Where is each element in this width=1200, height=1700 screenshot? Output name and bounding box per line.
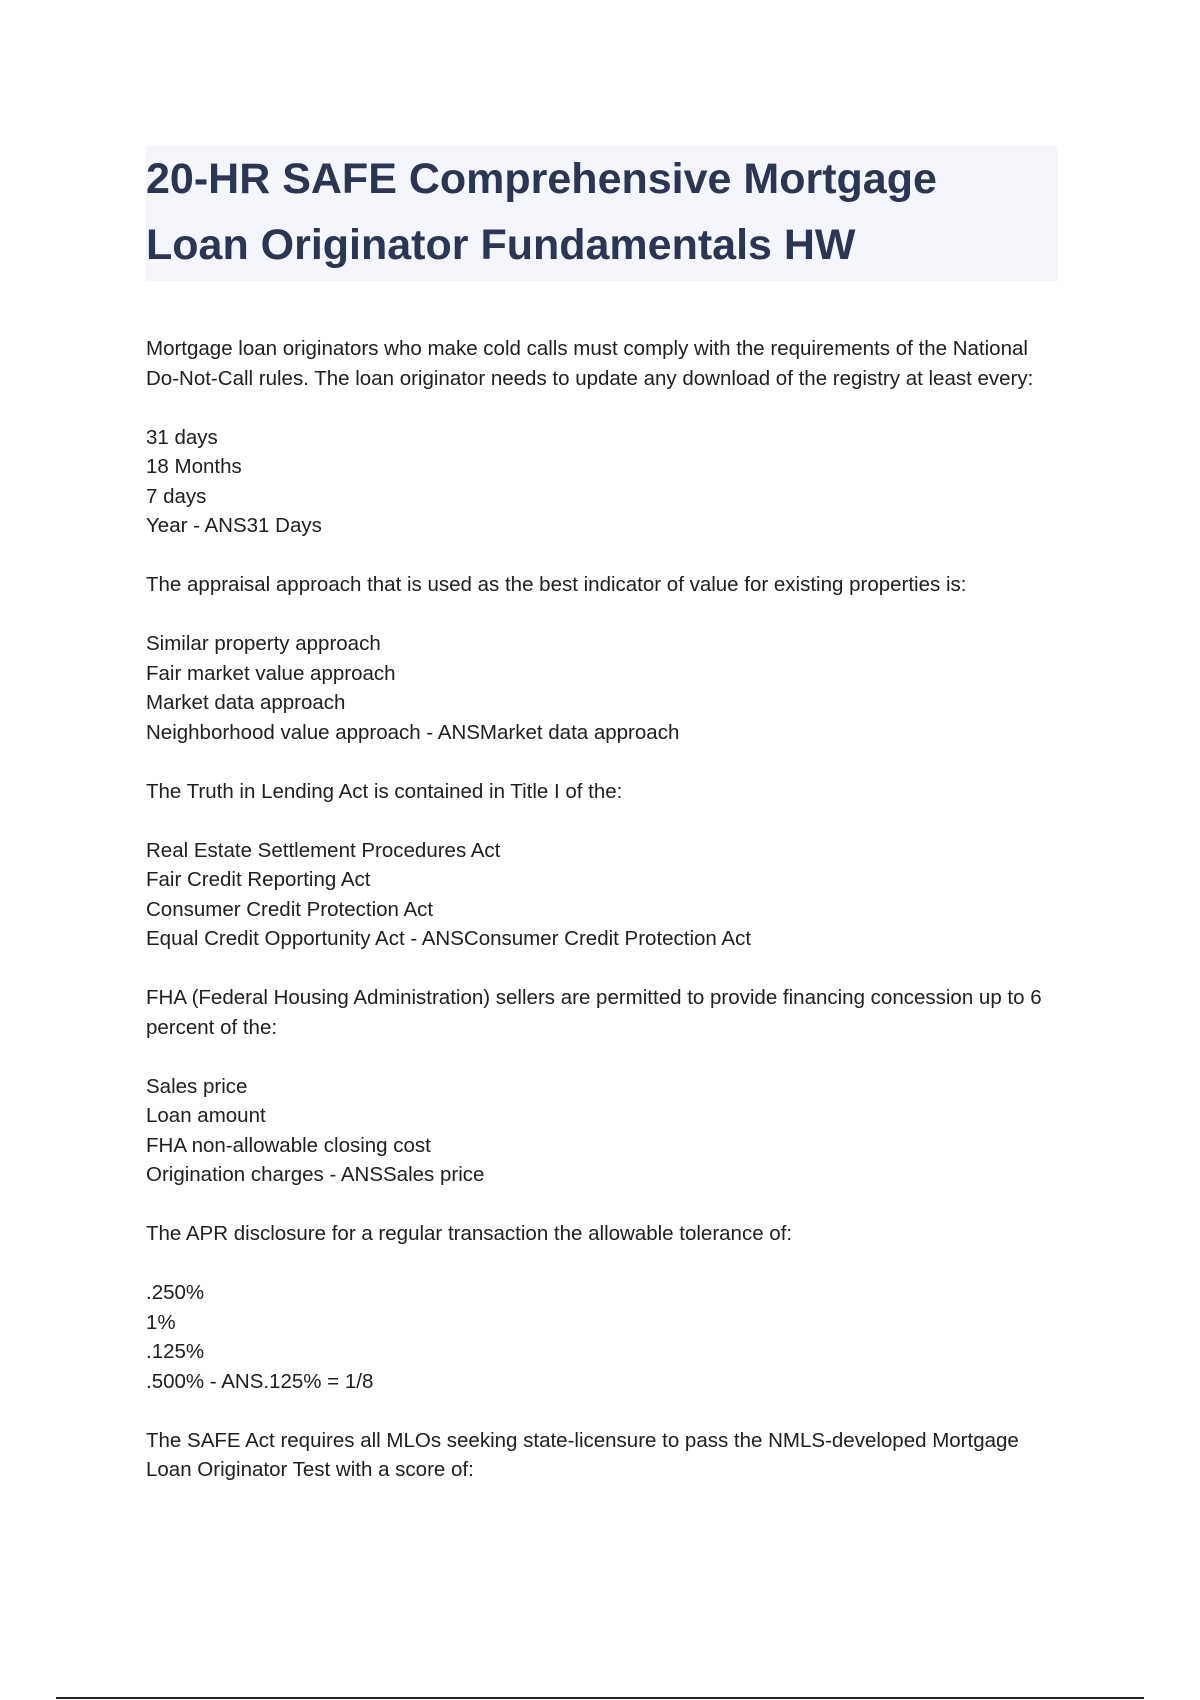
option-list — [146, 629, 1058, 747]
question-block — [146, 570, 1058, 747]
question-block — [146, 1219, 1058, 1396]
question-list — [146, 334, 1058, 1514]
option-list — [146, 1072, 1058, 1190]
question-text: The SAFE Act requires all MLOs seeking state-licensure to pass the NMLS-developed Mortgage Loan Originator Test with a score of: — [146, 1428, 1019, 1481]
document-title — [146, 146, 1058, 278]
option-item: 18 Months — [146, 455, 242, 478]
option-item-answer: Year - ANS31 Days — [146, 514, 322, 537]
option-item: Fair market value approach — [146, 661, 396, 685]
title-banner — [146, 146, 1058, 281]
option-list — [146, 423, 1058, 541]
option-item: FHA non-allowable closing cost — [146, 1133, 431, 1157]
option-item: Market data approach — [146, 691, 346, 714]
question-text: The Truth in Lending Act is contained in Title I of the: — [146, 779, 623, 803]
question-text: Mortgage loan originators who make cold calls must comply with the requirements of the National Do-Not-Call rules. The loan originator needs to update any download of the registry at least every: — [146, 337, 1034, 390]
option-item-answer: Equal Credit Opportunity Act - ANSConsumer Credit Protection Act — [146, 927, 752, 950]
title-line-1: 20-HR SAFE Comprehensive Mortgage — [146, 155, 937, 203]
option-list — [146, 1278, 1058, 1396]
option-item: Fair Credit Reporting Act — [146, 868, 371, 891]
option-item: Loan amount — [146, 1104, 266, 1127]
footer-divider — [56, 1697, 1144, 1699]
question-block — [146, 1426, 1058, 1485]
question-block — [146, 777, 1058, 954]
title-line-2: Loan Originator Fundamentals HW — [146, 221, 856, 269]
option-item: .125% — [146, 1340, 205, 1363]
question-text: The APR disclosure for a regular transaction the allowable tolerance of: — [146, 1222, 793, 1245]
option-item: Consumer Credit Protection Act — [146, 897, 434, 921]
option-item: 31 days — [146, 425, 218, 449]
option-item-answer: Neighborhood value approach - ANSMarket data approach — [146, 720, 680, 744]
question-text: The appraisal approach that is used as the best indicator of value for existing properties is: — [146, 573, 967, 596]
option-item: 1% — [146, 1310, 176, 1334]
question-text: FHA (Federal Housing Administration) sellers are permitted to provide financing concession up to 6 percent of the: — [146, 986, 1042, 1039]
option-item: Real Estate Settlement Procedures Act — [146, 838, 501, 862]
option-item: Sales price — [146, 1074, 248, 1098]
question-block — [146, 983, 1058, 1190]
option-item: 7 days — [146, 484, 207, 508]
option-list — [146, 836, 1058, 954]
option-item: Similar property approach — [146, 632, 381, 655]
question-block — [146, 334, 1058, 541]
option-item: .250% — [146, 1281, 205, 1304]
option-item-answer: .500% - ANS.125% = 1/8 — [146, 1369, 374, 1393]
option-item-answer: Origination charges - ANSSales price — [146, 1163, 485, 1186]
